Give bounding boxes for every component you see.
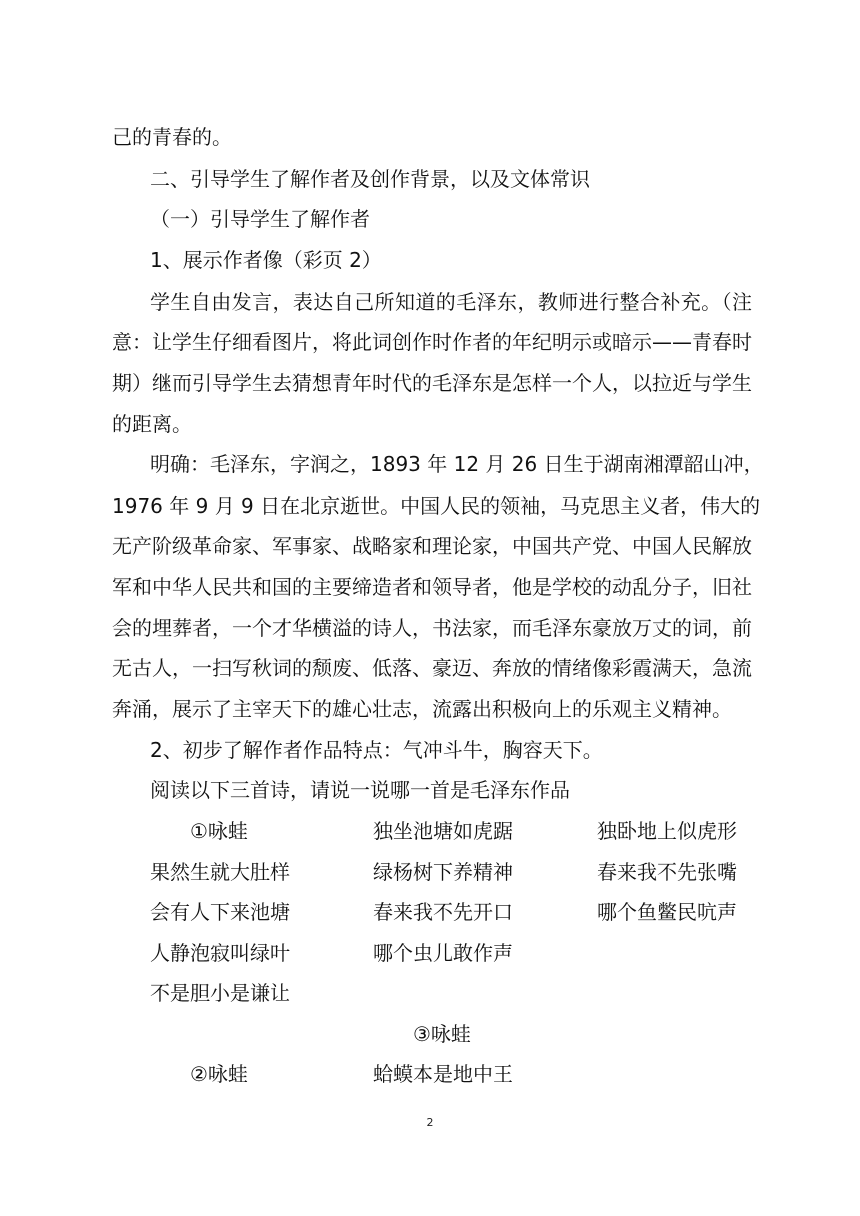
paragraph-line: 己的青春的。 xyxy=(112,125,232,149)
poem-line: 独卧地上似虎形 xyxy=(597,819,737,843)
subsection-heading: （一）引导学生了解作者 xyxy=(150,207,370,231)
poem-line: 会有人下来池塘 xyxy=(150,900,290,924)
list-item-heading: 1、展示作者像（彩页 2） xyxy=(150,248,382,272)
poem-line: 春来我不先张嘴 xyxy=(597,860,737,884)
paragraph-line: 会的埋葬者，一个才华横溢的诗人，书法家，而毛泽东豪放万丈的词，前 xyxy=(112,616,752,640)
paragraph-line: 1976 年 9 月 9 日在北京逝世。中国人民的领袖，马克思主义者，伟大的 xyxy=(112,494,761,518)
poem-line: 绿杨树下养精神 xyxy=(373,860,513,884)
poem-line: 独坐池塘如虎踞 xyxy=(373,819,513,843)
poem-line: 不是胆小是谦让 xyxy=(150,981,290,1005)
paragraph-line: 意：让学生仔细看图片，将此词创作时作者的年纪明示或暗示——青春时 xyxy=(112,330,752,354)
page-number: 2 xyxy=(426,1116,434,1129)
paragraph-line: 阅读以下三首诗，请说一说哪一首是毛泽东作品 xyxy=(150,778,570,802)
paragraph-line: 无古人，一扫写秋词的颓废、低落、豪迈、奔放的情绪像彩霞满天，急流 xyxy=(112,656,752,680)
poem-line: 蛤蟆本是地中王 xyxy=(373,1062,513,1086)
paragraph-line: 的距离。 xyxy=(112,412,192,436)
paragraph-line: 学生自由发言，表达自己所知道的毛泽东，教师进行整合补充。（注 xyxy=(150,290,752,314)
poem-line: 人静泡寂叫绿叶 xyxy=(150,941,290,965)
section-heading: 二、引导学生了解作者及创作背景，以及文体常识 xyxy=(150,167,590,191)
poem-title: ③咏蛙 xyxy=(413,1022,471,1046)
poem-line: 春来我不先开口 xyxy=(373,900,513,924)
paragraph-line: 军和中华人民共和国的主要缔造者和领导者，他是学校的动乱分子，旧社 xyxy=(112,575,752,599)
poem-title: ①咏蛙 xyxy=(190,819,248,843)
paragraph-line: 奔涌，展示了主宰天下的雄心壮志，流露出积极向上的乐观主义精神。 xyxy=(112,697,732,721)
paragraph-line: 无产阶级革命家、军事家、战略家和理论家，中国共产党、中国人民解放 xyxy=(112,534,752,558)
poem-title: ②咏蛙 xyxy=(190,1062,248,1086)
list-item-heading: 2、初步了解作者作品特点：气冲斗牛，胸容天下。 xyxy=(150,738,603,762)
poem-line: 哪个鱼鳖民吭声 xyxy=(597,900,737,924)
paragraph-line: 明确：毛泽东，字润之，1893 年 12 月 26 日生于湖南湘潭韶山冲， xyxy=(150,452,764,476)
poem-line: 哪个虫儿敢作声 xyxy=(373,941,513,965)
paragraph-line: 期）继而引导学生去猜想青年时代的毛泽东是怎样一个人，以拉近与学生 xyxy=(112,371,752,395)
poem-line: 果然生就大肚样 xyxy=(150,860,290,884)
